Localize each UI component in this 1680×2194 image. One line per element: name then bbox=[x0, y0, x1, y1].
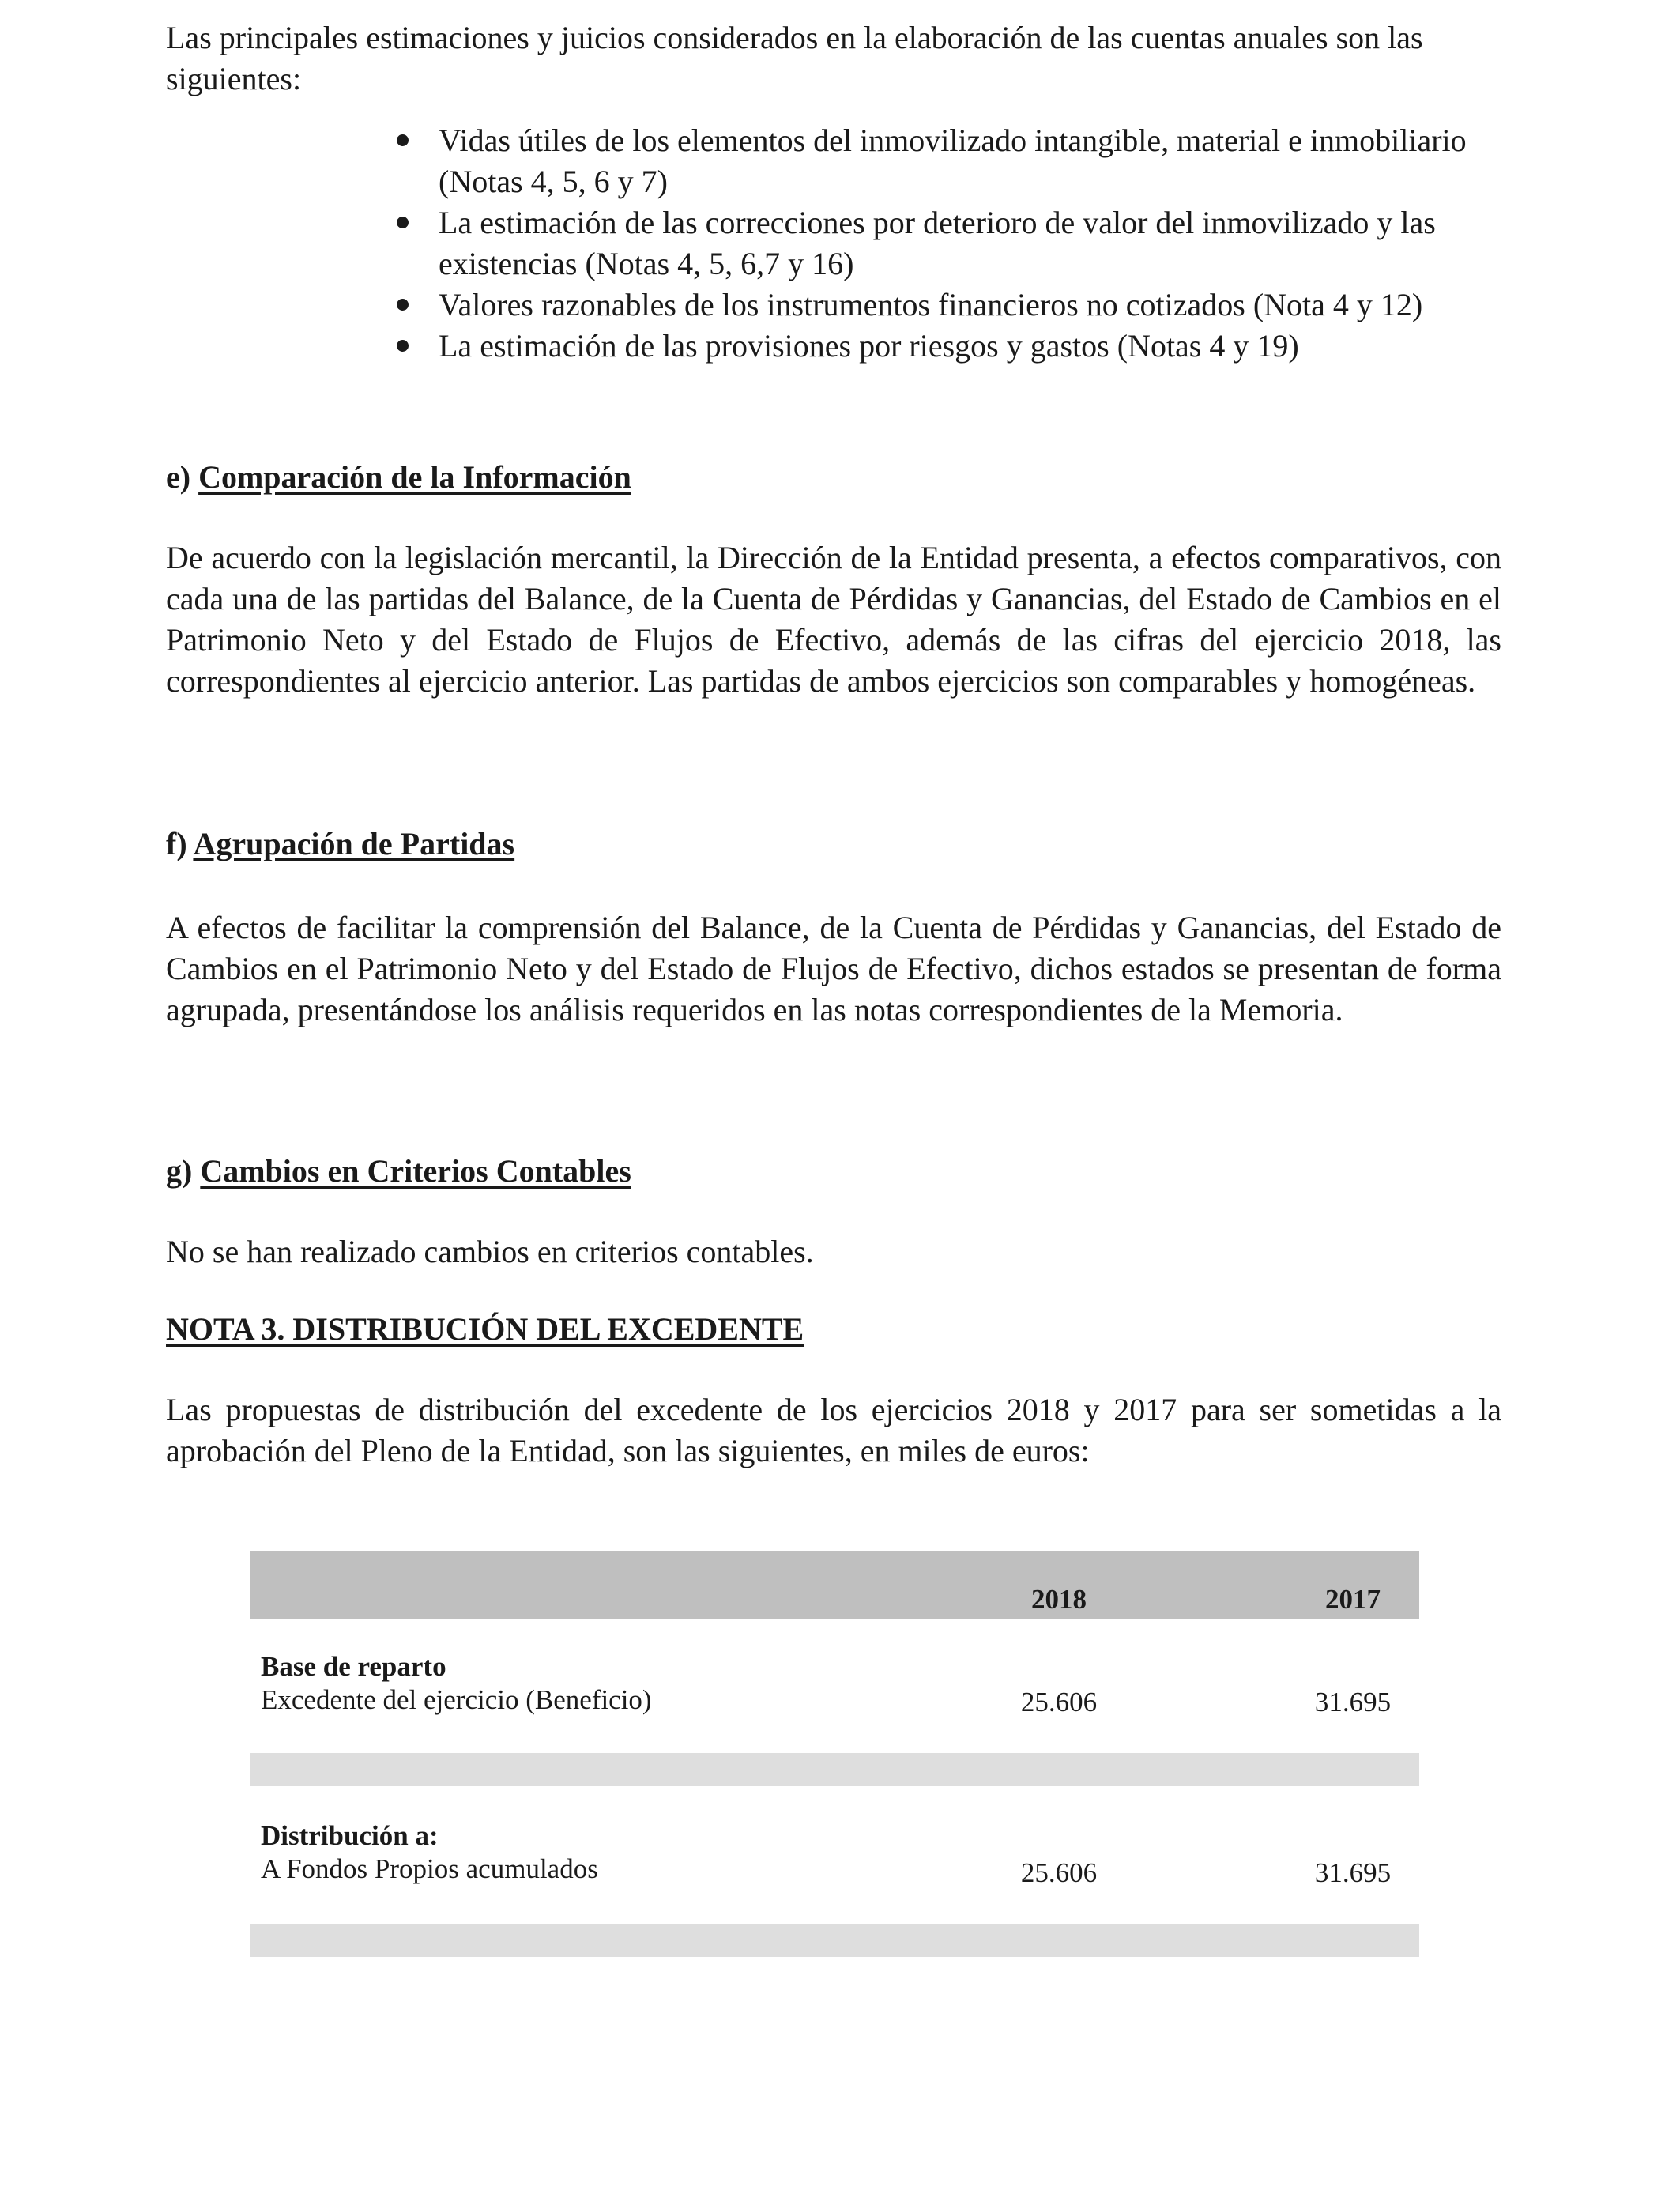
row-separator bbox=[250, 1924, 1419, 1957]
nota3-body: Las propuestas de distribución del excedente de los ejercicios 2018 y 2017 para ser sometidas a la aprobación del Pleno de la Entidad, son las siguientes, en miles de euros: bbox=[166, 1392, 1501, 1468]
table-header bbox=[250, 1551, 1419, 1619]
list-item bbox=[395, 120, 1501, 202]
section-g-prefix: g) bbox=[166, 1153, 193, 1189]
section-e-heading bbox=[166, 457, 631, 498]
bullet-icon bbox=[397, 299, 409, 311]
section-f-heading bbox=[166, 824, 514, 865]
section-f-prefix: f) bbox=[166, 826, 187, 861]
column-header-2018: 2018 bbox=[1031, 1584, 1087, 1615]
nota3-title: NOTA 3. DISTRIBUCIÓN DEL EXCEDENTE bbox=[166, 1311, 804, 1347]
table-cell: 31.695 bbox=[1314, 1857, 1392, 1888]
estimates-list bbox=[395, 120, 1501, 367]
section-g-title: Cambios en Criterios Contables bbox=[200, 1153, 631, 1189]
table-row bbox=[261, 1819, 598, 1886]
table-cell: 25.606 bbox=[1020, 1687, 1098, 1717]
section-g-heading bbox=[166, 1151, 631, 1192]
section-e-title: Comparación de la Información bbox=[198, 459, 631, 495]
list-item bbox=[395, 285, 1501, 326]
list-item-text: La estimación de las correcciones por deterioro de valor del inmovilizado y las existencias (Notas 4, 5, 6,7 y 16) bbox=[439, 205, 1436, 281]
list-item-text: Valores razonables de los instrumentos financieros no cotizados (Nota 4 y 12) bbox=[439, 287, 1423, 322]
section-g-body: No se han realizado cambios en criterios contables. bbox=[166, 1234, 814, 1269]
row-label: A Fondos Propios acumulados bbox=[261, 1853, 598, 1884]
section-f-title: Agrupación de Partidas bbox=[193, 826, 515, 861]
section-e-body: De acuerdo con la legislación mercantil, la Dirección de la Entidad presenta, a efectos comparativos, con cada una de las partidas del Balance, de la Cuenta de Pérdidas y Ganancias, del Estado de Cambios en el Patrimonio Neto y del Estado de Flujos de Efectivo, además de las cifras del ejercicio 2018, las correspondientes al ejercicio anterior. Las partidas de ambos ejercicios son comparables y homogéneas. bbox=[166, 540, 1501, 699]
group-title: Base de reparto bbox=[261, 1651, 446, 1682]
section-f-body: A efectos de facilitar la comprensión del Balance, de la Cuenta de Pérdidas y Ganancias, del Estado de Cambios en el Patrimonio Neto y del Estado de Flujos de Efectivo, dichos estados se presentan de forma agrupada, presentándose los análisis requeridos en las notas correspondientes de la Memoria. bbox=[166, 910, 1501, 1027]
list-item-text: Vidas útiles de los elementos del inmovilizado intangible, material e inmobiliario (Notas 4, 5, 6 y 7) bbox=[439, 123, 1467, 199]
bullet-icon bbox=[397, 134, 409, 146]
table-row bbox=[261, 1650, 652, 1717]
row-separator bbox=[250, 1753, 1419, 1786]
bullet-icon bbox=[397, 217, 409, 228]
bullet-icon bbox=[397, 340, 409, 352]
intro-paragraph: Las principales estimaciones y juicios considerados en la elaboración de las cuentas anuales son las siguientes: bbox=[166, 20, 1423, 96]
table-cell: 31.695 bbox=[1314, 1687, 1392, 1717]
list-item-text: La estimación de las provisiones por riesgos y gastos (Notas 4 y 19) bbox=[439, 328, 1299, 364]
row-label: Excedente del ejercicio (Beneficio) bbox=[261, 1684, 652, 1715]
group-title: Distribución a: bbox=[261, 1820, 439, 1851]
list-item bbox=[395, 202, 1501, 285]
column-header-2017: 2017 bbox=[1325, 1584, 1381, 1615]
table-cell: 25.606 bbox=[1020, 1857, 1098, 1888]
list-item bbox=[395, 326, 1501, 367]
section-e-prefix: e) bbox=[166, 459, 191, 495]
